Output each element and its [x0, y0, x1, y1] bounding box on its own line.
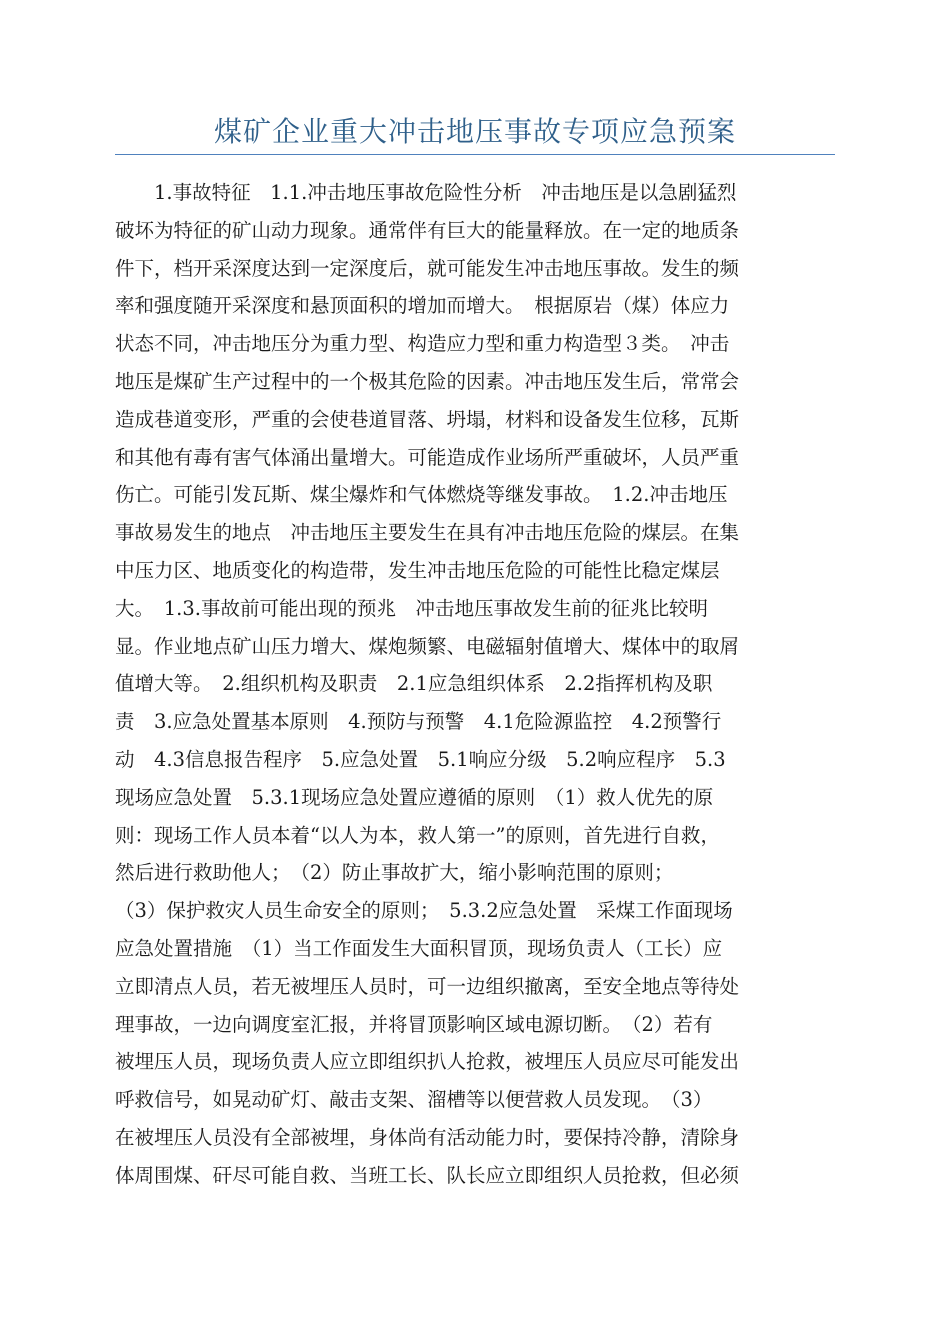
- text-line: 率和强度随开采深度和悬顶面积的增加而增大。 根据原岩（煤）体应力: [115, 294, 730, 318]
- text-line: 状态不同，冲击地压分为重力型、构造应力型和重力构造型３类。 冲击: [115, 332, 730, 356]
- text-line: 动 4.3信息报告程序 5.应急处置 5.1响应分级 5.2响应程序 5.3: [115, 747, 726, 771]
- text-line: 呼救信号，如晃动矿灯、敲击支架、溜槽等以便营救人员发现。 （3）: [115, 1088, 713, 1112]
- text-line: 现场应急处置 5.3.1现场应急处置应遵循的原则 （1）救人优先的原: [115, 785, 714, 809]
- text-line: 破坏为特征的矿山动力现象。通常伴有巨大的能量释放。在一定的地质条: [115, 218, 740, 242]
- text-line: 体周围煤、矸尽可能自救、当班工长、队长应立即组织人员抢救，但必须: [115, 1163, 740, 1187]
- text-line: （3）保护救灾人员生命安全的原则； 5.3.2应急处置 采煤工作面现场: [115, 899, 733, 923]
- text-line: 造成巷道变形，严重的会使巷道冒落、坍塌，材料和设备发生位移，瓦斯: [115, 407, 740, 431]
- text-line: 然后进行救助他人； （2）防止事故扩大，缩小影响范围的原则；: [115, 861, 674, 885]
- text-line: 被埋压人员，现场负责人应立即组织扒人抢救，被埋压人员应尽可能发出: [115, 1050, 740, 1074]
- text-line: 件下，档开采深度达到一定深度后，就可能发生冲击地压事故。发生的频: [115, 256, 740, 280]
- text-line: 大。 1.3.事故前可能出现的预兆 冲击地压事故发生前的征兆比较明: [115, 596, 708, 620]
- text-line: 地压是煤矿生产过程中的一个极其危险的因素。冲击地压发生后，常常会: [115, 369, 740, 393]
- text-line: 显。作业地点矿山压力增大、煤炮频繁、电磁辐射值增大、煤体中的取屑: [115, 634, 740, 658]
- title-underline: [115, 154, 835, 155]
- text-line: 伤亡。可能引发瓦斯、煤尘爆炸和气体燃烧等继发事故。 1.2.冲击地压: [115, 483, 728, 507]
- text-line: 则：现场工作人员本着“以人为本，救人第一”的原则，首先进行自救，: [115, 823, 720, 847]
- text-line: 和其他有毒有害气体涌出量增大。可能造成作业场所严重破坏，人员严重: [115, 445, 740, 469]
- text-line: 值增大等。 2.组织机构及职责 2.1应急组织体系 2.2指挥机构及职: [115, 672, 713, 696]
- text-line: 理事故，一边向调度室汇报，并将冒顶影响区域电源切断。 （2）若有: [115, 1012, 713, 1036]
- page-title: 煤矿企业重大冲击地压事故专项应急预案: [213, 115, 736, 148]
- text-line: 责 3.应急处置基本原则 4.预防与预警 4.1危险源监控 4.2预警行: [115, 710, 722, 734]
- text-line: 事故易发生的地点 冲击地压主要发生在具有冲击地压危险的煤层。在集: [115, 521, 740, 545]
- text-line: 立即清点人员，若无被埋压人员时，可一边组织撤离，至安全地点等待处: [115, 974, 740, 998]
- body-text: [115, 174, 835, 1214]
- text-line: 中压力区、地质变化的构造带，发生冲击地压危险的可能性比稳定煤层: [115, 558, 720, 582]
- text-line: 应急处置措施 （1）当工作面发生大面积冒顶，现场负责人（工长）应: [115, 936, 723, 960]
- text-line: 1.事故特征 1.1.冲击地压事故危险性分析 冲击地压是以急剧猛烈: [115, 181, 737, 204]
- text-line: 在被埋压人员没有全部被埋，身体尚有活动能力时，要保持冷静，清除身: [115, 1125, 740, 1149]
